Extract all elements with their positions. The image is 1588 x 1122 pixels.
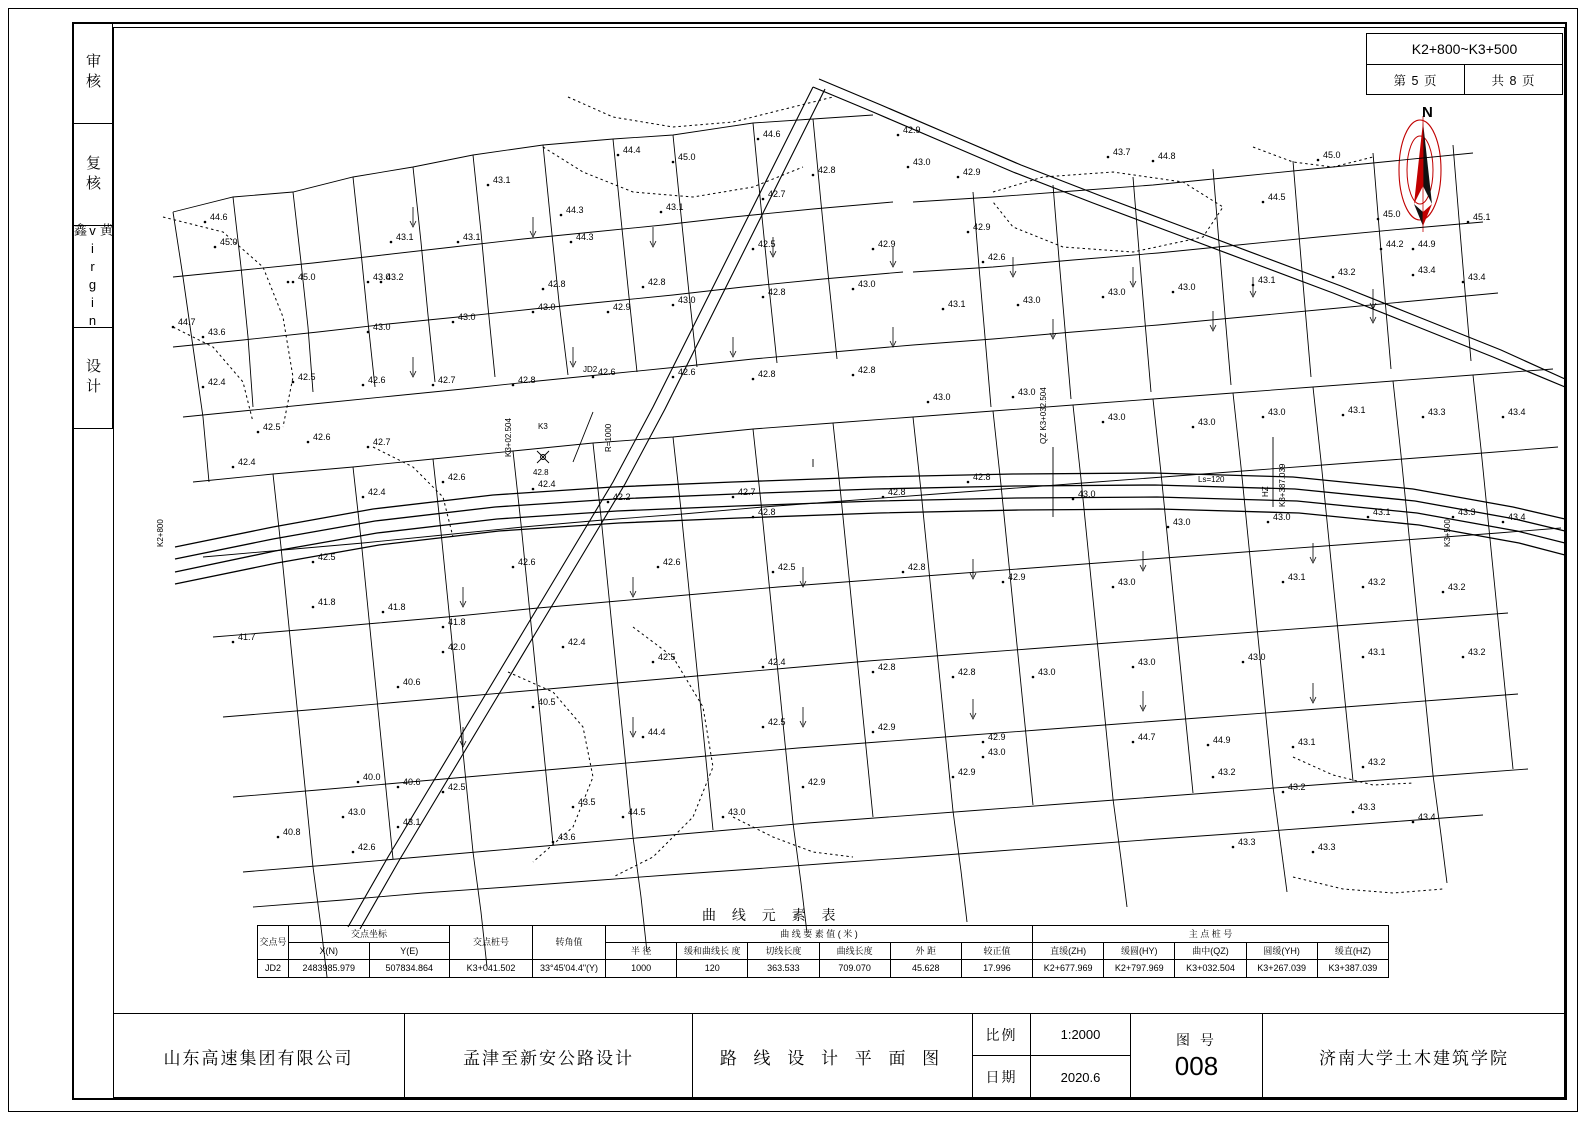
th-jd-no: 交点号: [258, 926, 289, 960]
svg-text:42.8: 42.8: [958, 667, 976, 677]
svg-text:43.0: 43.0: [1078, 489, 1096, 499]
svg-text:45.0: 45.0: [298, 272, 316, 282]
svg-text:42.6: 42.6: [368, 375, 386, 385]
svg-text:42.9: 42.9: [1008, 572, 1026, 582]
svg-text:42.5: 42.5: [778, 562, 796, 572]
svg-text:43.0: 43.0: [913, 157, 931, 167]
svg-text:K2+800: K2+800: [156, 519, 165, 547]
svg-text:45.0: 45.0: [220, 237, 238, 247]
svg-text:44.9: 44.9: [1213, 735, 1231, 745]
svg-text:40.5: 40.5: [538, 697, 556, 707]
svg-text:43.4: 43.4: [1508, 512, 1526, 522]
svg-text:43.0: 43.0: [1018, 387, 1036, 397]
svg-text:42.5: 42.5: [298, 372, 316, 382]
svg-text:44.4: 44.4: [648, 727, 666, 737]
title-block: [113, 1013, 1565, 1098]
svg-text:43.3: 43.3: [1428, 407, 1446, 417]
svg-text:42.4: 42.4: [538, 479, 556, 489]
svg-text:42.8: 42.8: [533, 468, 549, 477]
svg-text:43.0: 43.0: [1173, 517, 1191, 527]
stamp-recheck-name: [72, 222, 113, 331]
stamp-recheck: [72, 124, 113, 226]
svg-text:42.8: 42.8: [858, 365, 876, 375]
stamp-review: [72, 22, 113, 124]
svg-text:44.5: 44.5: [1268, 192, 1286, 202]
svg-text:42.6: 42.6: [663, 557, 681, 567]
svg-text:42.5: 42.5: [263, 422, 281, 432]
th-main-points-group: 主 点 桩 号: [1033, 926, 1389, 943]
svg-text:JD2: JD2: [583, 365, 598, 374]
svg-text:43.2: 43.2: [1338, 267, 1356, 277]
svg-text:K3+02.504: K3+02.504: [504, 418, 513, 457]
svg-text:42.6: 42.6: [598, 367, 616, 377]
table-row: [258, 960, 1389, 978]
svg-text:41.8: 41.8: [448, 617, 466, 627]
svg-text:43.6: 43.6: [208, 327, 226, 337]
svg-text:42.5: 42.5: [318, 552, 336, 562]
svg-text:42.7: 42.7: [438, 375, 456, 385]
drawing-number-value: 008: [1174, 1051, 1219, 1081]
compass-north-label: N: [1422, 104, 1433, 121]
svg-text:44.3: 44.3: [576, 232, 594, 242]
svg-text:44.6: 44.6: [210, 212, 228, 222]
cell-spiral-len: 120: [677, 960, 748, 978]
svg-text:43.4: 43.4: [1418, 265, 1436, 275]
svg-text:43.0: 43.0: [348, 807, 366, 817]
svg-text:42.5: 42.5: [758, 239, 776, 249]
cell-x-n: 2483985.979: [289, 960, 370, 978]
scale-date-block: [973, 1014, 1131, 1098]
stamp-recheck-name-label: 黄virgin鑫: [72, 222, 113, 331]
stamp-design: [72, 328, 113, 429]
th-hz: 缓直(HZ): [1317, 943, 1388, 960]
stamp-design-label: 设计: [84, 358, 101, 398]
th-zh: 直缓(ZH): [1033, 943, 1104, 960]
th-y-e: Y(E): [369, 943, 450, 960]
svg-text:42.5: 42.5: [658, 652, 676, 662]
th-radius: 半 径: [606, 943, 677, 960]
svg-text:40.8: 40.8: [283, 827, 301, 837]
svg-text:42.8: 42.8: [758, 369, 776, 379]
svg-text:41.7: 41.7: [238, 632, 256, 642]
svg-text:42.8: 42.8: [908, 562, 926, 572]
company-name: 山东高速集团有限公司: [113, 1014, 405, 1098]
svg-text:43.4: 43.4: [1418, 812, 1436, 822]
svg-text:43.0: 43.0: [373, 272, 391, 282]
svg-text:43.1: 43.1: [1298, 737, 1316, 747]
svg-text:43.1: 43.1: [1373, 507, 1391, 517]
cell-external: 45.628: [890, 960, 961, 978]
cell-jd-station: K3+041.502: [450, 960, 533, 978]
date-row: [973, 1056, 1130, 1098]
svg-text:42.6: 42.6: [448, 472, 466, 482]
th-curve-len: 曲线长度: [819, 943, 890, 960]
svg-text:42.6: 42.6: [678, 367, 696, 377]
svg-text:43.0: 43.0: [1023, 295, 1041, 305]
th-jd-station: 交点桩号: [450, 926, 533, 960]
svg-text:44.7: 44.7: [1138, 732, 1156, 742]
svg-text:43.2: 43.2: [1468, 647, 1486, 657]
svg-text:43.0: 43.0: [933, 392, 951, 402]
svg-text:43.1: 43.1: [463, 232, 481, 242]
cell-curve-len: 709.070: [819, 960, 890, 978]
svg-text:42.8: 42.8: [888, 487, 906, 497]
scale-value: 1:2000: [1060, 1027, 1101, 1042]
svg-text:K3: K3: [538, 422, 548, 431]
svg-text:44.7: 44.7: [178, 317, 196, 327]
cell-y-e: 507834.864: [369, 960, 450, 978]
svg-text:43.0: 43.0: [538, 302, 556, 312]
th-spiral-len: 缓和曲线长 度: [677, 943, 748, 960]
svg-text:43.0: 43.0: [458, 312, 476, 322]
svg-text:42.8: 42.8: [758, 507, 776, 517]
svg-text:40.6: 40.6: [403, 677, 421, 687]
svg-text:42.6: 42.6: [358, 842, 376, 852]
svg-text:43.1: 43.1: [1288, 572, 1306, 582]
cell-radius: 1000: [606, 960, 677, 978]
scale-row: [973, 1014, 1130, 1056]
th-jd-coord: 交点坐标: [289, 926, 450, 943]
date-label: 日期: [973, 1056, 1031, 1098]
svg-text:42.0: 42.0: [448, 642, 466, 652]
svg-text:43.0: 43.0: [1248, 652, 1266, 662]
svg-text:HZ: HZ: [1261, 486, 1270, 497]
svg-text:42.6: 42.6: [988, 252, 1006, 262]
svg-text:43.0: 43.0: [1108, 287, 1126, 297]
svg-text:43.1: 43.1: [396, 232, 414, 242]
cell-correction: 17.996: [961, 960, 1032, 978]
svg-text:43.1: 43.1: [666, 202, 684, 212]
svg-text:44.6: 44.6: [763, 129, 781, 139]
svg-text:41.8: 41.8: [318, 597, 336, 607]
svg-text:42.4: 42.4: [768, 657, 786, 667]
svg-text:42.4: 42.4: [238, 457, 256, 467]
date-value: 2020.6: [1060, 1069, 1101, 1085]
svg-text:43.1: 43.1: [1348, 405, 1366, 415]
drawing-number-block: [1131, 1014, 1263, 1098]
svg-text:45.0: 45.0: [1323, 150, 1341, 160]
th-elements-group: 曲 线 要 素 值 ( 米 ): [606, 926, 1033, 943]
svg-text:42.7: 42.7: [738, 487, 756, 497]
svg-text:44.5: 44.5: [628, 807, 646, 817]
svg-text:42.5: 42.5: [768, 717, 786, 727]
svg-text:42.4: 42.4: [368, 487, 386, 497]
svg-text:44.4: 44.4: [623, 145, 641, 155]
svg-text:42.8: 42.8: [973, 472, 991, 482]
cell-angle: 33°45'04.4"(Y): [533, 960, 606, 978]
svg-text:43.0: 43.0: [1273, 512, 1291, 522]
th-x-n: X(N): [289, 943, 370, 960]
svg-text:42.8: 42.8: [548, 279, 566, 289]
page-total-label: 共 8 页: [1491, 74, 1536, 88]
svg-text:43.3: 43.3: [1458, 507, 1476, 517]
svg-text:44.3: 44.3: [566, 205, 584, 215]
cell-jd-no: JD2: [258, 960, 289, 978]
svg-text:42.6: 42.6: [313, 432, 331, 442]
svg-text:43.7: 43.7: [1113, 147, 1131, 157]
scale-label: 比例: [973, 1014, 1031, 1055]
svg-text:43.0: 43.0: [678, 295, 696, 305]
svg-text:43.2: 43.2: [1368, 577, 1386, 587]
svg-text:43.0: 43.0: [1118, 577, 1136, 587]
stamp-review-label: 审核: [84, 52, 101, 93]
svg-text:43.4: 43.4: [1468, 272, 1486, 282]
svg-text:41.8: 41.8: [388, 602, 406, 612]
curve-table-title: 曲 线 元 素 表: [702, 907, 842, 923]
svg-text:43.0: 43.0: [1268, 407, 1286, 417]
svg-text:42.8: 42.8: [648, 277, 666, 287]
svg-text:43.3: 43.3: [1318, 842, 1336, 852]
svg-text:43.0: 43.0: [728, 807, 746, 817]
th-correction: 较正值: [961, 943, 1032, 960]
svg-text:45.0: 45.0: [1383, 209, 1401, 219]
svg-text:42.7: 42.7: [373, 437, 391, 447]
svg-text:43.2: 43.2: [1218, 767, 1236, 777]
svg-text:43.3: 43.3: [1238, 837, 1256, 847]
svg-text:43.1: 43.1: [1258, 275, 1276, 285]
svg-text:K3+387.039: K3+387.039: [1278, 463, 1287, 507]
svg-text:42.9: 42.9: [958, 767, 976, 777]
th-tangent-len: 切线长度: [748, 943, 819, 960]
svg-text:43.2: 43.2: [1288, 782, 1306, 792]
svg-text:K3+500: K3+500: [1443, 519, 1452, 547]
svg-text:42.9: 42.9: [878, 722, 896, 732]
svg-text:42.7: 42.7: [768, 189, 786, 199]
drawing-name: 路 线 设 计 平 面 图: [693, 1014, 973, 1098]
svg-text:43.2: 43.2: [1448, 582, 1466, 592]
svg-text:42.8: 42.8: [768, 287, 786, 297]
svg-text:45.0: 45.0: [678, 152, 696, 162]
svg-text:40.6: 40.6: [403, 777, 421, 787]
svg-text:44.2: 44.2: [1386, 239, 1404, 249]
svg-text:42.2: 42.2: [613, 492, 631, 502]
svg-text:44.9: 44.9: [1418, 239, 1436, 249]
stamp-column: [72, 22, 113, 429]
svg-text:43.0: 43.0: [1138, 657, 1156, 667]
svg-text:43.0: 43.0: [1178, 282, 1196, 292]
project-name: 孟津至新安公路设计: [405, 1014, 693, 1098]
svg-text:42.8: 42.8: [818, 165, 836, 175]
svg-text:43.1: 43.1: [948, 299, 966, 309]
svg-text:43.6: 43.6: [558, 832, 576, 842]
svg-text:42.9: 42.9: [988, 732, 1006, 742]
drawing-number-label: 图 号: [1176, 1032, 1217, 1048]
svg-text:43.1: 43.1: [403, 817, 421, 827]
svg-text:42.9: 42.9: [878, 239, 896, 249]
cell-hz: K3+387.039: [1317, 960, 1388, 978]
school-name: 济南大学土木建筑学院: [1319, 1048, 1509, 1068]
svg-text:43.3: 43.3: [1358, 802, 1376, 812]
svg-text:42.8: 42.8: [878, 662, 896, 672]
svg-text:43.4: 43.4: [1508, 407, 1526, 417]
cell-qz: K3+032.504: [1175, 960, 1246, 978]
th-angle: 转角值: [533, 926, 606, 960]
cell-tangent-len: 363.533: [748, 960, 819, 978]
svg-text:42.6: 42.6: [518, 557, 536, 567]
svg-text:45.1: 45.1: [1473, 212, 1491, 222]
th-qz: 曲中(QZ): [1175, 943, 1246, 960]
svg-text:QZ K3+032.504: QZ K3+032.504: [1039, 387, 1048, 444]
cell-hy: K2+797.969: [1104, 960, 1175, 978]
svg-text:42.5: 42.5: [448, 782, 466, 792]
svg-text:42.9: 42.9: [903, 125, 921, 135]
svg-text:42.9: 42.9: [613, 302, 631, 312]
stamp-recheck-label: 复核: [84, 154, 101, 195]
svg-text:44.8: 44.8: [1158, 151, 1176, 161]
svg-text:42.8: 42.8: [518, 375, 536, 385]
svg-text:43.5: 43.5: [578, 797, 596, 807]
svg-text:43.1: 43.1: [1368, 647, 1386, 657]
svg-text:42.9: 42.9: [808, 777, 826, 787]
svg-text:43.0: 43.0: [1198, 417, 1216, 427]
svg-text:43.2: 43.2: [386, 272, 404, 282]
station-range-label: K2+800~K3+500: [1367, 34, 1562, 65]
svg-text:42.9: 42.9: [963, 167, 981, 177]
svg-text:43.0: 43.0: [988, 747, 1006, 757]
curve-element-table: [257, 925, 1389, 978]
svg-text:42.9: 42.9: [973, 222, 991, 232]
svg-text:40.0: 40.0: [363, 772, 381, 782]
cell-yh: K3+267.039: [1246, 960, 1317, 978]
cell-zh: K2+677.969: [1033, 960, 1104, 978]
th-yh: 圆缓(YH): [1246, 943, 1317, 960]
svg-text:43.1: 43.1: [493, 175, 511, 185]
page-number-label: 第 5 页: [1367, 65, 1465, 95]
th-hy: 缓圆(HY): [1104, 943, 1175, 960]
svg-text:Ls=120: Ls=120: [1198, 475, 1225, 484]
svg-text:42.4: 42.4: [568, 637, 586, 647]
svg-text:R=1000: R=1000: [604, 423, 613, 452]
svg-text:42.4: 42.4: [208, 377, 226, 387]
svg-text:43.2: 43.2: [1368, 757, 1386, 767]
svg-text:43.0: 43.0: [1038, 667, 1056, 677]
svg-text:43.0: 43.0: [1108, 412, 1126, 422]
svg-text:43.0: 43.0: [373, 322, 391, 332]
svg-text:43.0: 43.0: [858, 279, 876, 289]
th-external: 外 距: [890, 943, 961, 960]
